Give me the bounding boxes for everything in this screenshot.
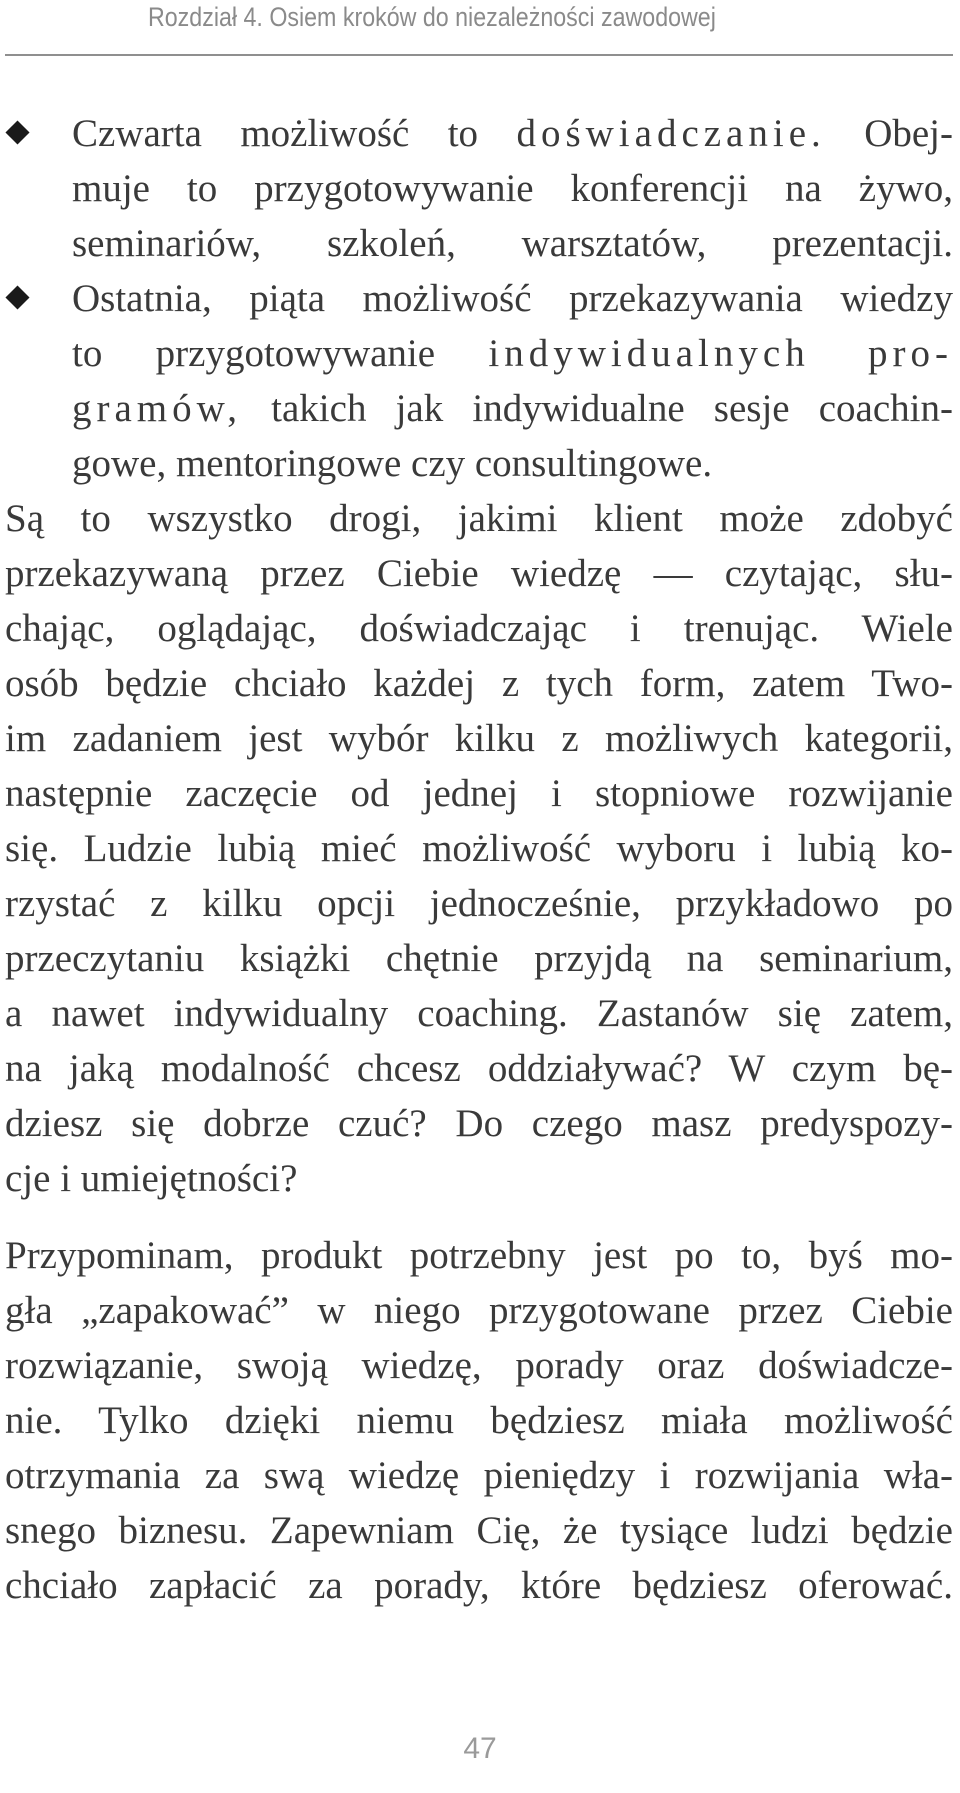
bullet-line bbox=[5, 271, 953, 326]
bullet-line bbox=[5, 381, 953, 436]
text-run: to przygotowywanie bbox=[72, 332, 489, 375]
paragraph-line: cje i umiejętności? bbox=[5, 1157, 298, 1200]
paragraph-line: następnie zaczęcie od jednej i stopniowe rozwijanie bbox=[5, 772, 953, 815]
spaced-term: doświadczanie. bbox=[516, 112, 826, 155]
diamond-bullet-icon bbox=[5, 120, 29, 144]
paragraph-line: przekazywaną przez Ciebie wiedzę — czytając, słu- bbox=[5, 552, 953, 595]
paragraph-line: chciało zapłacić za porady, które będziesz oferować. bbox=[5, 1564, 953, 1607]
text-run: Ostatnia, piąta możliwość przekazywania wiedzy bbox=[72, 277, 953, 320]
spaced-term: gramów, bbox=[72, 387, 243, 430]
paragraph-line: na jaką modalność chcesz oddziaływać? W czym bę- bbox=[5, 1047, 953, 1090]
paragraph-line: się. Ludzie lubią mieć możliwość wyboru i lubią ko- bbox=[5, 827, 953, 870]
paragraph-line: nie. Tylko dzięki niemu będziesz miała możliwość bbox=[5, 1399, 953, 1442]
paragraph-line: a nawet indywidualny coaching. Zastanów się zatem, bbox=[5, 992, 953, 1035]
bullet-item bbox=[5, 271, 953, 491]
paragraph-line: przeczytaniu książki chętnie przyjdą na seminarium, bbox=[5, 937, 953, 980]
header-rule bbox=[5, 54, 953, 56]
paragraph bbox=[5, 491, 953, 1206]
paragraph-line: gła „zapakować” w niego przygotowane przez Ciebie bbox=[5, 1289, 953, 1332]
bullet-line bbox=[5, 106, 953, 161]
text-run: Czwarta możliwość to bbox=[72, 112, 517, 155]
paragraph-line: Są to wszystko drogi, jakimi klient może zdobyć bbox=[5, 497, 953, 540]
bullet-line: seminariów, szkoleń, warsztatów, prezentacji. bbox=[72, 222, 953, 265]
bullet-line: muje to przygotowywanie konferencji na żywo, bbox=[72, 167, 953, 210]
paragraph-line: dziesz się dobrze czuć? Do czego masz predyspozy- bbox=[5, 1102, 953, 1145]
paragraph-line: osób będzie chciało każdej z tych form, zatem Two- bbox=[5, 662, 953, 705]
page-number: 47 bbox=[463, 1732, 497, 1765]
paragraph-line: im zadaniem jest wybór kilku z możliwych kategorii, bbox=[5, 717, 953, 760]
text-run: takich jak indywidualne sesje coachin- bbox=[242, 387, 953, 430]
bullet-item bbox=[5, 106, 953, 271]
paragraph-line: Przypominam, produkt potrzebny jest po to, byś mo- bbox=[5, 1234, 953, 1277]
paragraph-gap bbox=[5, 1206, 953, 1228]
bullet-line: gowe, mentoringowe czy consultingowe. bbox=[72, 442, 713, 485]
spaced-term: indywidualnych pro- bbox=[488, 332, 953, 375]
paragraph-line: rzystać z kilku opcji jednocześnie, przykładowo po bbox=[5, 882, 953, 925]
paragraph-line: chając, oglądając, doświadczając i trenując. Wiele bbox=[5, 607, 953, 650]
bullet-line bbox=[5, 326, 953, 381]
paragraph-line: otrzymania za swą wiedzę pieniędzy i rozwijania wła- bbox=[5, 1454, 953, 1497]
paragraph-line: snego biznesu. Zapewniam Cię, że tysiące ludzi będzie bbox=[5, 1509, 953, 1552]
paragraph-line: rozwiązanie, swoją wiedzę, porady oraz doświadcze- bbox=[5, 1344, 953, 1387]
text-run: Obej- bbox=[825, 112, 953, 155]
diamond-bullet-icon bbox=[5, 285, 29, 309]
running-head: Rozdział 4. Osiem kroków do niezależności zawodowej bbox=[148, 2, 716, 32]
page-body bbox=[5, 106, 953, 1613]
paragraph bbox=[5, 1228, 953, 1613]
